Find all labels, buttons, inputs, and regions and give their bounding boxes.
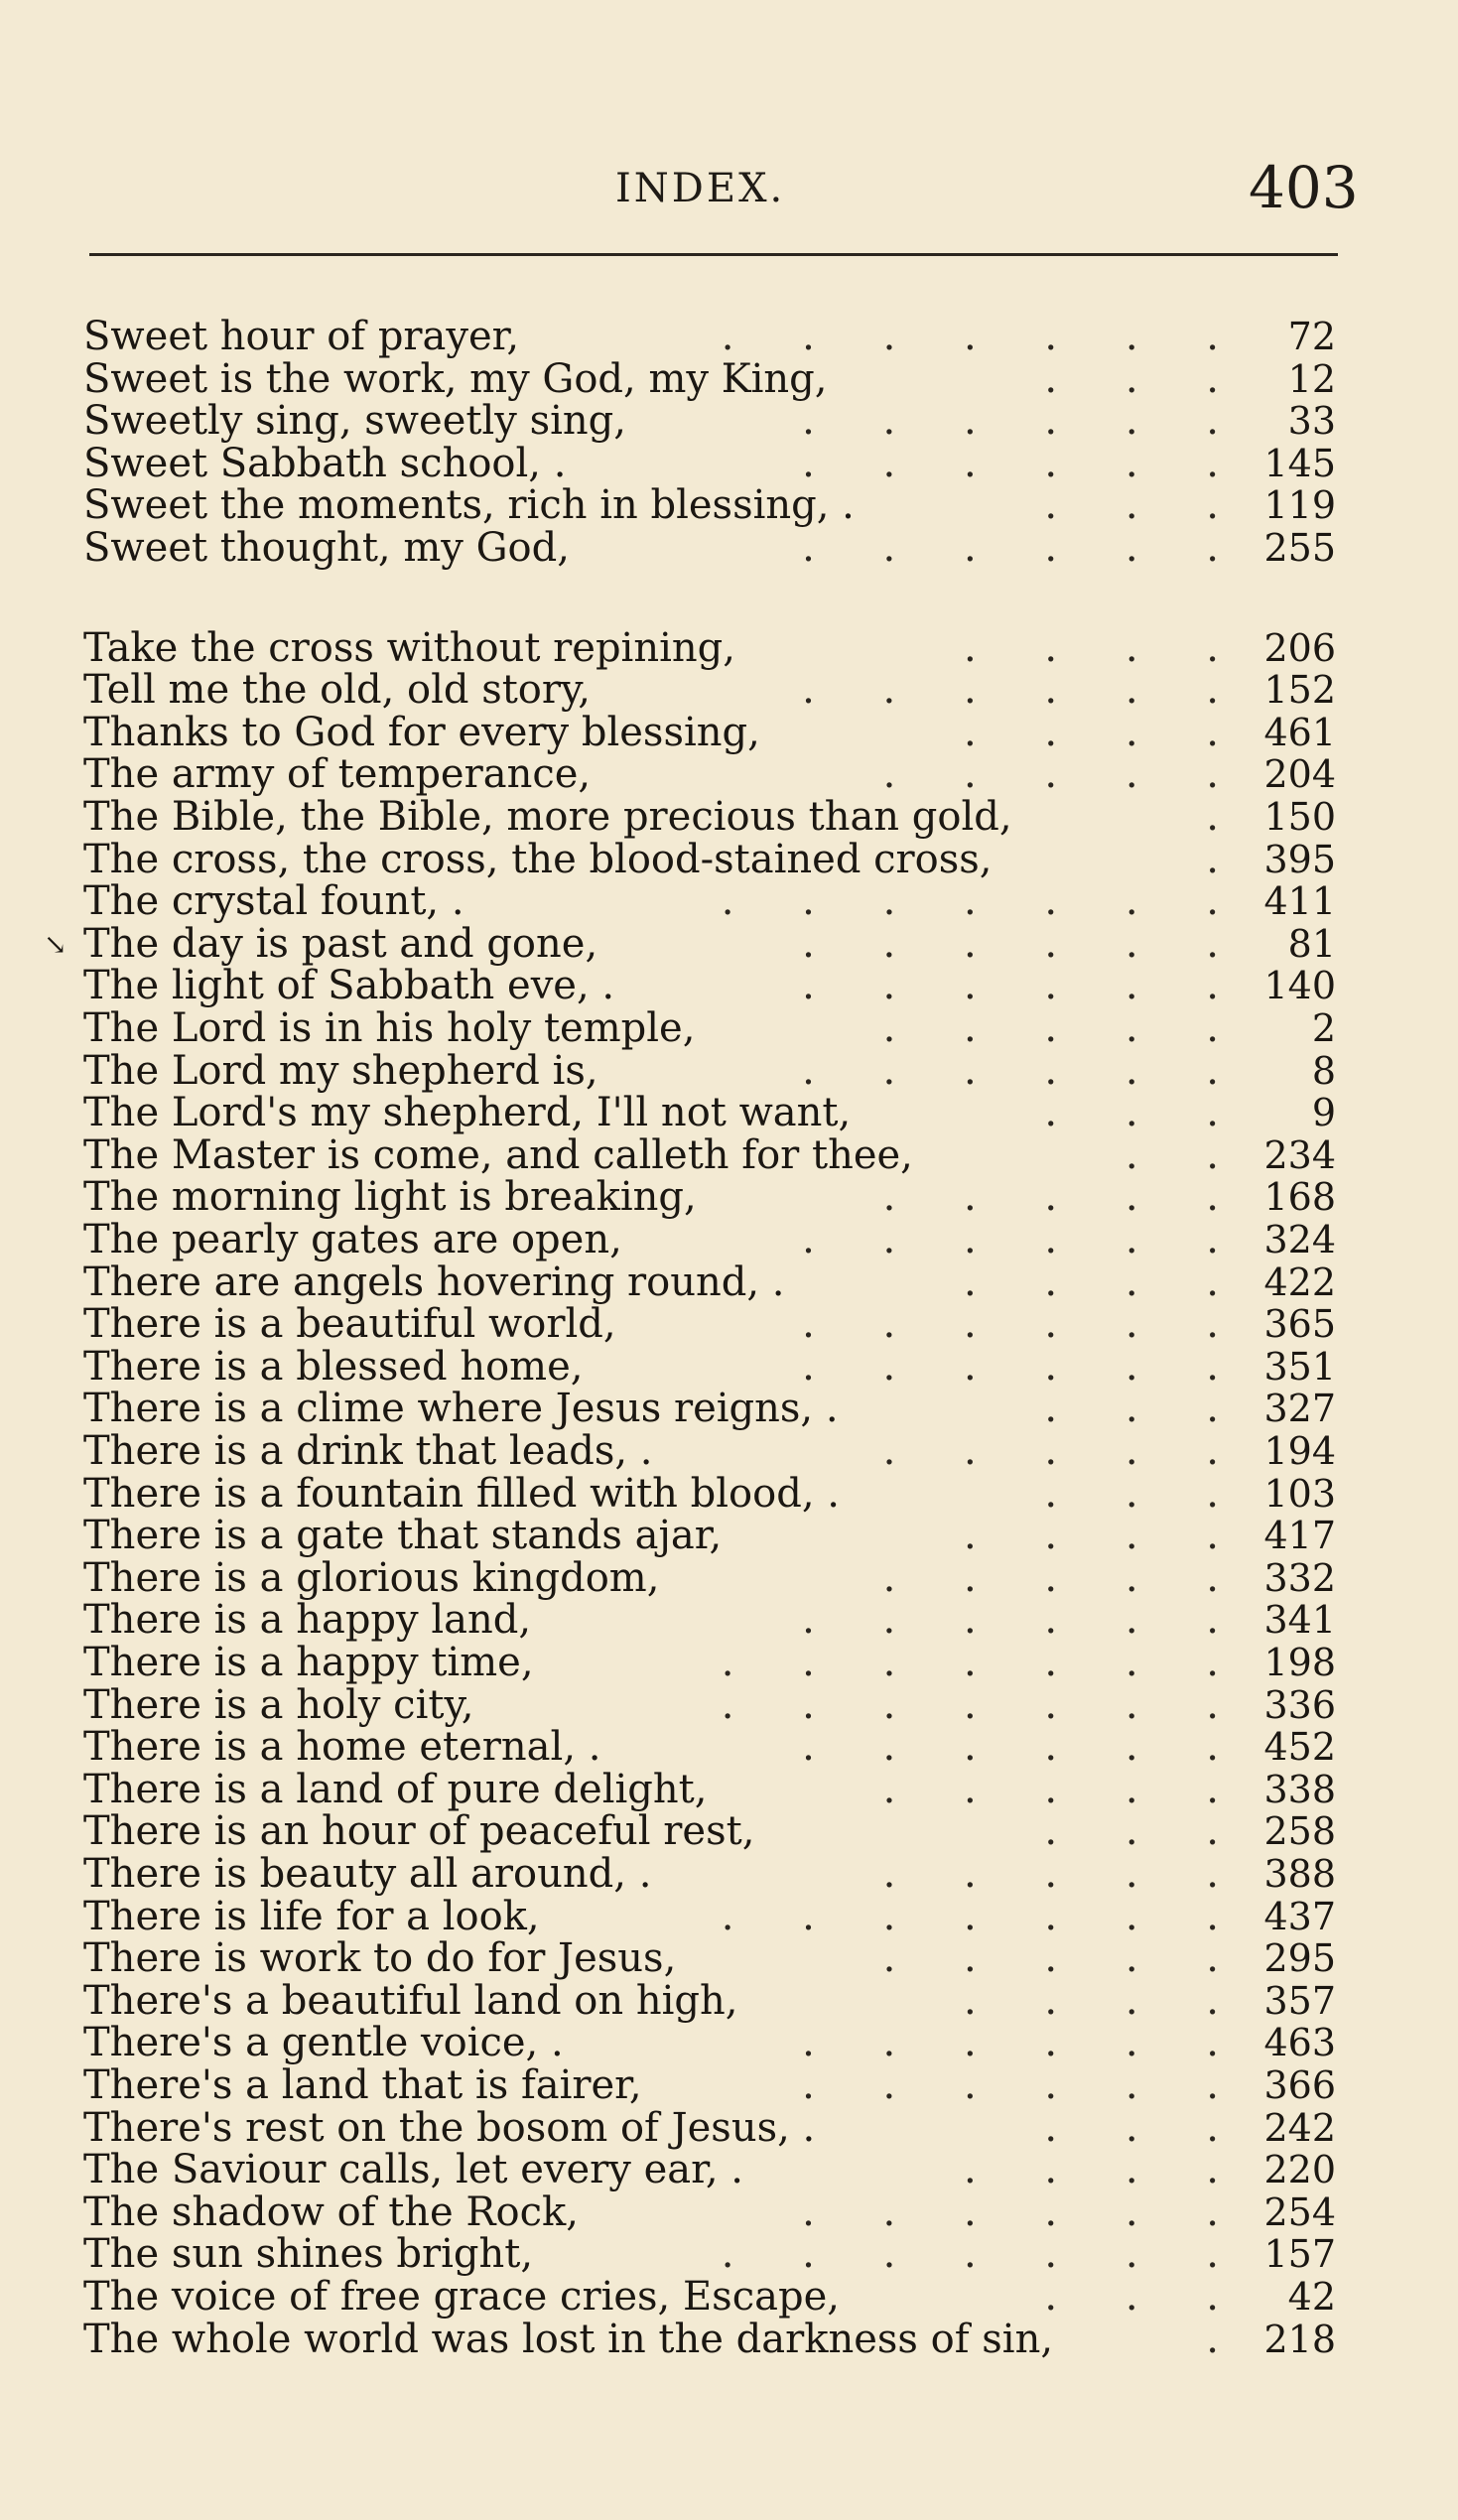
index-entry: [0, 1007, 1458, 1050]
page-title: INDEX.: [615, 166, 786, 211]
entry-title: There is a happy time,: [83, 1640, 534, 1685]
entry-page-number: 357: [1263, 1979, 1336, 2023]
entry-title: Sweet is the work, my God, my King,: [83, 356, 828, 402]
index-entry: [0, 1430, 1458, 1473]
index-entry: [0, 2107, 1458, 2150]
entry-title: The light of Sabbath eve, .: [83, 963, 615, 1008]
index-entry: [0, 400, 1458, 443]
entry-title: The Lord's my shepherd, I'll not want,: [83, 1090, 852, 1135]
entry-page-number: 341: [1263, 1598, 1336, 1642]
index-entry: [0, 1261, 1458, 1304]
index-entry: [0, 443, 1458, 485]
index-entry: [0, 1092, 1458, 1134]
entry-leader-dots: .: [1206, 839, 1247, 881]
entry-page-number: 255: [1263, 526, 1336, 570]
entry-title: The crystal fount, .: [83, 878, 464, 924]
entry-leader-dots: . . . . . .: [802, 965, 1247, 1007]
entry-page-number: 81: [1287, 922, 1336, 966]
entry-title: Sweet Sabbath school, .: [83, 441, 567, 486]
entry-page-number: 72: [1287, 315, 1336, 358]
entry-leader-dots: . . . . . . .: [721, 880, 1247, 923]
entry-leader-dots: . . .: [1044, 2107, 1247, 2150]
entry-page-number: 395: [1263, 838, 1336, 881]
entry-page-number: 422: [1263, 1260, 1336, 1304]
entry-title: There's a beautiful land on high,: [83, 1978, 738, 2024]
entry-page-number: 42: [1287, 2275, 1336, 2319]
entry-page-number: 150: [1263, 795, 1336, 839]
entry-page-number: 198: [1263, 1641, 1336, 1684]
index-entry: [0, 1515, 1458, 1557]
index-entry: [0, 880, 1458, 923]
index-entry: [0, 2233, 1458, 2276]
entry-page-number: 332: [1263, 1556, 1336, 1600]
entry-leader-dots: . . . . . .: [802, 2064, 1247, 2107]
entry-page-number: 204: [1263, 752, 1336, 796]
entry-leader-dots: . . .: [1044, 1473, 1247, 1516]
entry-page-number: 388: [1263, 1852, 1336, 1896]
entry-title: There is an hour of peaceful rest,: [83, 1808, 755, 1854]
entry-page-number: 463: [1263, 2021, 1336, 2064]
entry-leader-dots: . . . . . . .: [721, 2233, 1247, 2276]
page-number: 403: [1249, 154, 1359, 221]
entry-leader-dots: .: [1206, 796, 1247, 839]
index-entry: [0, 358, 1458, 401]
entry-title: The day is past and gone,: [83, 921, 598, 967]
entry-leader-dots: . . . . . .: [802, 669, 1247, 712]
index-entry: [0, 2022, 1458, 2064]
entry-leader-dots: . . . .: [963, 1515, 1247, 1557]
entry-leader-dots: . . . . . .: [802, 443, 1247, 485]
entry-leader-dots: . .: [1125, 1134, 1247, 1177]
entry-title: The sun shines bright,: [83, 2231, 534, 2277]
index-entry: [0, 1853, 1458, 1896]
index-entry: [0, 712, 1458, 754]
index-entry: [0, 1050, 1458, 1093]
margin-mark-icon: ↘: [44, 928, 67, 961]
entry-page-number: 336: [1263, 1683, 1336, 1727]
entry-page-number: 220: [1263, 2148, 1336, 2191]
entry-title: The pearly gates are open,: [83, 1217, 622, 1262]
entry-page-number: 12: [1287, 357, 1336, 401]
index-entry: [0, 2276, 1458, 2319]
entry-title: Sweetly sing, sweetly sing,: [83, 398, 626, 444]
entry-leader-dots: . . .: [1044, 2276, 1247, 2319]
index-entry: [0, 316, 1458, 358]
entry-leader-dots: . . . . . .: [802, 1599, 1247, 1642]
entry-title: Sweet hour of prayer,: [83, 314, 520, 359]
index-entry: [0, 796, 1458, 839]
index-entry: [0, 839, 1458, 881]
entry-leader-dots: . . . . .: [882, 1853, 1247, 1896]
entry-page-number: 9: [1311, 1091, 1336, 1134]
entry-leader-dots: . . .: [1044, 358, 1247, 401]
entry-page-number: 152: [1263, 668, 1336, 712]
entry-leader-dots: . . . . . .: [802, 1303, 1247, 1346]
entry-leader-dots: . . . .: [963, 1980, 1247, 2023]
index-entry: [0, 527, 1458, 570]
entry-title: The Saviour calls, let every ear, .: [83, 2147, 743, 2192]
entry-page-number: 351: [1263, 1345, 1336, 1389]
entry-leader-dots: . . . . . . .: [721, 1642, 1247, 1684]
entry-title: Thanks to God for every blessing,: [83, 710, 760, 755]
index-entry: [0, 1219, 1458, 1261]
entry-title: The cross, the cross, the blood-stained cross,: [83, 837, 993, 882]
page-header: [0, 154, 1458, 223]
entry-page-number: 140: [1263, 964, 1336, 1007]
entry-leader-dots: . . . .: [963, 712, 1247, 754]
entry-page-number: 8: [1311, 1049, 1336, 1093]
entry-page-number: 461: [1263, 711, 1336, 754]
entry-page-number: 258: [1263, 1809, 1336, 1853]
entry-leader-dots: . . . . .: [882, 1176, 1247, 1219]
index-entry: [0, 753, 1458, 796]
index-entry: [0, 1896, 1458, 1938]
header-rule: [89, 253, 1338, 256]
index-entry: [0, 1810, 1458, 1853]
entry-page-number: 365: [1263, 1302, 1336, 1346]
entry-page-number: 242: [1263, 2106, 1336, 2150]
entry-leader-dots: . . .: [1044, 1092, 1247, 1134]
entry-leader-dots: . . . . . .: [802, 1346, 1247, 1389]
entry-page-number: 206: [1263, 626, 1336, 670]
entry-leader-dots: . . . . .: [882, 1769, 1247, 1811]
index-entry: [0, 923, 1458, 966]
index-entry: [0, 1388, 1458, 1430]
entry-page-number: 119: [1263, 483, 1336, 527]
entry-page-number: 168: [1263, 1175, 1336, 1219]
entry-title: There is a blessed home,: [83, 1344, 584, 1390]
entry-title: Sweet the moments, rich in blessing, .: [83, 482, 855, 528]
entry-title: There is a glorious kingdom,: [83, 1555, 660, 1601]
entry-title: Take the cross without repining,: [83, 625, 735, 671]
entry-leader-dots: . . . . . .: [802, 1726, 1247, 1769]
entry-leader-dots: . . . . . .: [802, 1050, 1247, 1093]
entry-leader-dots: . . . . . .: [802, 1219, 1247, 1261]
entry-leader-dots: . . .: [1044, 1388, 1247, 1430]
entry-page-number: 338: [1263, 1768, 1336, 1811]
entry-page-number: 157: [1263, 2232, 1336, 2276]
index-entry: [0, 1769, 1458, 1811]
index-entry: [0, 1937, 1458, 1980]
entry-leader-dots: . . . . . .: [802, 923, 1247, 966]
entry-leader-dots: . . . . . .: [802, 400, 1247, 443]
index-entry: [0, 669, 1458, 712]
entry-title: Tell me the old, old story,: [83, 667, 591, 713]
entry-title: Sweet thought, my God,: [83, 525, 570, 571]
entry-page-number: 417: [1263, 1514, 1336, 1557]
entry-title: There is a drink that leads, .: [83, 1428, 653, 1474]
entry-title: There is a happy land,: [83, 1597, 532, 1643]
entry-title: There's a gentle voice, .: [83, 2020, 564, 2065]
entry-title: The shadow of the Rock,: [83, 2189, 579, 2235]
index-entry: [0, 1599, 1458, 1642]
index-entry: [0, 1726, 1458, 1769]
index-entry: [0, 2064, 1458, 2107]
entry-page-number: 324: [1263, 1218, 1336, 1261]
entry-leader-dots: . . . . .: [882, 1557, 1247, 1600]
entry-page-number: 295: [1263, 1936, 1336, 1980]
entry-leader-dots: . . . . . . .: [721, 316, 1247, 358]
entry-title: There is beauty all around, .: [83, 1851, 652, 1897]
entry-leader-dots: . . . . .: [882, 1007, 1247, 1050]
entry-leader-dots: . . . . . . .: [721, 1896, 1247, 1938]
entry-page-number: 366: [1263, 2063, 1336, 2107]
index-entry: [0, 1303, 1458, 1346]
entry-leader-dots: . . . .: [963, 2149, 1247, 2191]
entry-title: There is a beautiful world,: [83, 1301, 616, 1347]
entry-page-number: 411: [1263, 879, 1336, 923]
entry-title: There are angels hovering round, .: [83, 1260, 785, 1305]
entry-page-number: 218: [1263, 2318, 1336, 2361]
entry-title: There is a land of pure delight,: [83, 1767, 708, 1812]
entry-title: The whole world was lost in the darkness of sin,: [83, 2317, 1054, 2362]
entry-title: There's rest on the bosom of Jesus, .: [83, 2105, 816, 2151]
index-entry: [0, 2191, 1458, 2234]
entry-title: The Bible, the Bible, more precious than gold,: [83, 794, 1012, 840]
index-entry: [0, 1346, 1458, 1389]
entry-title: There is life for a look,: [83, 1894, 540, 1939]
index-entry: [0, 1980, 1458, 2023]
entry-leader-dots: . . . . .: [882, 1937, 1247, 1980]
entry-title: The Lord my shepherd is,: [83, 1048, 598, 1094]
entry-title: There is a home eternal, .: [83, 1724, 601, 1770]
index-entry: [0, 2149, 1458, 2191]
entry-leader-dots: . . . . . .: [802, 2022, 1247, 2064]
entry-page-number: 437: [1263, 1895, 1336, 1938]
index-entry: [0, 1642, 1458, 1684]
entry-leader-dots: .: [1206, 2319, 1247, 2361]
entry-page-number: 145: [1263, 442, 1336, 485]
index-entry: [0, 1176, 1458, 1219]
entry-page-number: 2: [1311, 1006, 1336, 1050]
entry-page-number: 33: [1287, 399, 1336, 443]
entry-leader-dots: . . . .: [963, 627, 1247, 670]
entry-leader-dots: . . . . .: [882, 753, 1247, 796]
entry-title: The morning light is breaking,: [83, 1174, 697, 1220]
entry-leader-dots: . . . .: [963, 1261, 1247, 1304]
entry-leader-dots: . . . . . .: [802, 527, 1247, 570]
entry-page-number: 452: [1263, 1725, 1336, 1769]
entry-page-number: 234: [1263, 1133, 1336, 1177]
entry-page-number: 254: [1263, 2190, 1336, 2234]
entry-leader-dots: . . . . . . .: [721, 1684, 1247, 1727]
index-entry: [0, 627, 1458, 670]
index-entry: [0, 1134, 1458, 1177]
entry-title: There is a clime where Jesus reigns, .: [83, 1386, 839, 1431]
entry-page-number: 327: [1263, 1387, 1336, 1430]
index-entry: [0, 484, 1458, 527]
entry-title: There is a fountain filled with blood, .: [83, 1471, 840, 1517]
entry-title: The Master is come, and calleth for thee,: [83, 1132, 913, 1178]
index-entry: [0, 1557, 1458, 1600]
entry-title: There is a gate that stands ajar,: [83, 1513, 723, 1558]
entry-title: There is work to do for Jesus,: [83, 1935, 677, 1981]
entry-leader-dots: . . .: [1044, 484, 1247, 527]
index-entry: [0, 1684, 1458, 1727]
entry-page-number: 103: [1263, 1472, 1336, 1516]
index-entry: [0, 2319, 1458, 2361]
index-entry: [0, 1473, 1458, 1516]
entry-title: The voice of free grace cries, Escape,: [83, 2274, 840, 2320]
entry-title: The army of temperance,: [83, 751, 592, 797]
entry-leader-dots: . . . . .: [882, 1430, 1247, 1473]
entry-title: There is a holy city,: [83, 1682, 474, 1728]
index-entry: [0, 965, 1458, 1007]
entry-leader-dots: . . . . . .: [802, 2191, 1247, 2234]
entry-title: There's a land that is fairer,: [83, 2062, 642, 2108]
entry-title: The Lord is in his holy temple,: [83, 1005, 696, 1051]
entry-leader-dots: . . .: [1044, 1810, 1247, 1853]
entry-page-number: 194: [1263, 1429, 1336, 1473]
